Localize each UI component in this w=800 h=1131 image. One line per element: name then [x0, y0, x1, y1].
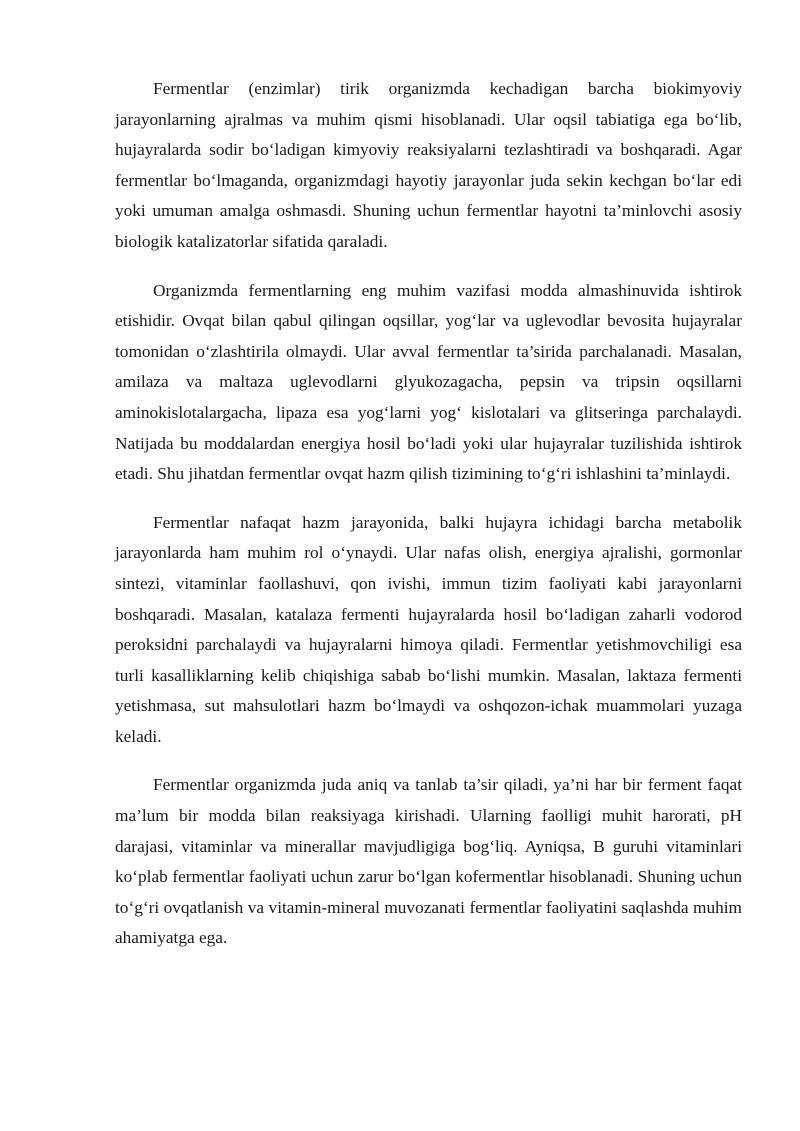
paragraph-4: Fermentlar organizmda juda aniq va tanlab ta’sir qiladi, ya’ni har bir ferment faqat ma’lum bir modda bilan reaksiyaga kirishadi. Ularning faolligi muhit harorati, pH darajasi, vitaminlar va minerallar mavjudligiga bog‘liq. Ayniqsa, B guruhi vitaminlari ko‘plab fermentlar faoliyati uchun zarur bo‘lgan kofermentlar hisoblanadi. Shuning uchun to‘g‘ri ovqatlanish va vitamin-mineral muvozanati fermentlar faoliyatini saqlashda muhim ahamiyatga ega. [115, 775, 742, 948]
paragraph-3: Fermentlar nafaqat hazm jarayonida, balki hujayra ichidagi barcha metabolik jarayonlarda ham muhim rol o‘ynaydi. Ular nafas olish, energiya ajralishi, gormonlar sintezi, vitaminlar faollashuvi, qon ivishi, immun tizim faoliyati kabi jarayonlarni boshqaradi. Masalan, katalaza fermenti hujayralarda hosil bo‘ladigan zaharli vodorod peroksidni parchalaydi va hujayralarni himoya qiladi. Fermentlar yetishmovchiligi esa turli kasalliklarning kelib chiqishiga sabab bo‘lishi mumkin. Masalan, laktaza fermenti yetishmasa, sut mahsulotlari hazm bo‘lmaydi va oshqozon-ichak muammolari yuzaga keladi. [115, 512, 742, 746]
document-body [115, 74, 742, 972]
paragraph-1: Fermentlar (enzimlar) tirik organizmda kechadigan barcha biokimyoviy jarayonlarning ajralmas va muhim qismi hisoblanadi. Ular oqsil tabiatiga ega bo‘lib, hujayralarda sodir bo‘ladigan kimyoviy reaksiyalarni tezlashtiradi va boshqaradi. Agar fermentlar bo‘lmaganda, organizmdagi hayotiy jarayonlar juda sekin kechgan bo‘lar edi yoki umuman amalga oshmasdi. Shuning uchun fermentlar hayotni ta’minlovchi asosiy biologik katalizatorlar sifatida qaraladi. [115, 79, 742, 251]
paragraph-2: Organizmda fermentlarning eng muhim vazifasi modda almashinuvida ishtirok etishidir. Ovqat bilan qabul qilingan oqsillar, yog‘lar va uglevodlar bevosita hujayralar tomonidan o‘zlashtirila olmaydi. Ular avval fermentlar ta’sirida parchalanadi. Masalan, amilaza va maltaza uglevodlarni glyukozagacha, pepsin va tripsin oqsillarni aminokislotalargacha, lipaza esa yog‘larni yog‘ kislotalari va glitseringa parchalaydi. Natijada bu moddalardan energiya hosil bo‘ladi yoki ular hujayralar tuzilishida ishtirok etadi. Shu jihatdan fermentlar ovqat hazm qilish tizimining to‘g‘ri ishlashini ta’minlaydi. [115, 280, 742, 484]
